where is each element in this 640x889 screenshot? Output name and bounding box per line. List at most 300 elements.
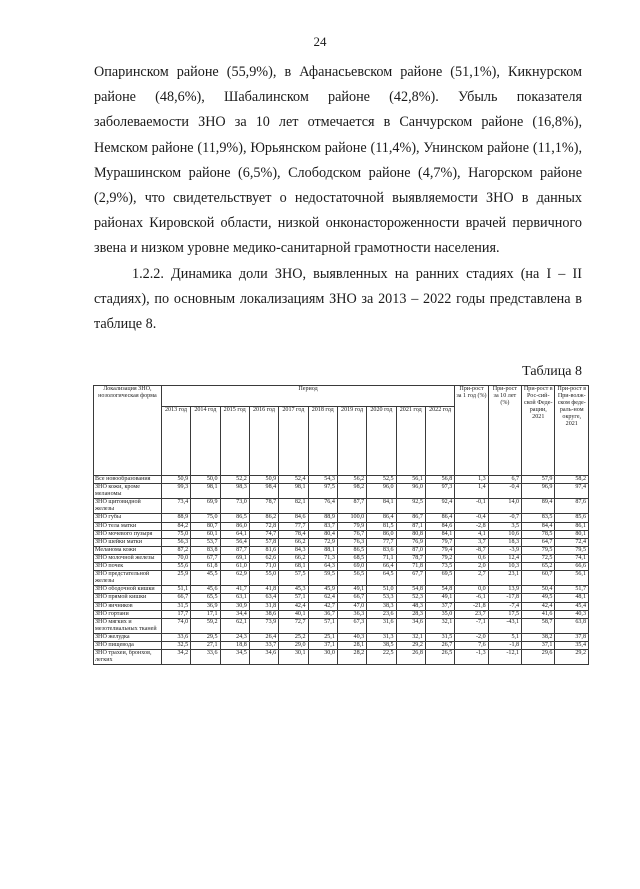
cell-value: 86,5 [220, 514, 249, 522]
row-localization: ЗНО предстательной железы [94, 571, 162, 586]
cell-value: 64,5 [367, 571, 396, 586]
cell-increase-10y: 17,5 [488, 610, 521, 618]
cell-value: 71,3 [308, 554, 337, 562]
cell-increase-1y: 0,6 [455, 554, 488, 562]
cell-value: 17,1 [191, 610, 220, 618]
cell-value: 79,7 [425, 538, 454, 546]
header-russia-2021: При-рост в Рос-сий-ской Феде-рации, 2021 [522, 386, 555, 476]
table-row [94, 514, 589, 522]
cell-value: 49,1 [337, 586, 366, 594]
cell-value: 75,0 [191, 514, 220, 522]
cell-value: 50,9 [249, 476, 278, 484]
cell-value: 40,1 [279, 610, 308, 618]
table-row [94, 633, 589, 641]
cell-value: 31,6 [367, 618, 396, 633]
cell-pfo-2021: 79,5 [555, 546, 589, 554]
cell-value: 74,0 [161, 618, 190, 633]
header-year: 2013 год [161, 407, 190, 476]
cell-value: 73,9 [249, 618, 278, 633]
cell-value: 84,1 [425, 530, 454, 538]
cell-value: 36,9 [191, 602, 220, 610]
cell-value: 68,5 [337, 554, 366, 562]
cell-value: 55,0 [249, 571, 278, 586]
cell-value: 63,1 [220, 594, 249, 602]
cell-value: 29,2 [396, 641, 425, 649]
cell-value: 30,0 [308, 650, 337, 665]
cell-value: 73,5 [425, 563, 454, 571]
cell-value: 52,2 [220, 476, 249, 484]
cell-value: 54,3 [308, 476, 337, 484]
cell-value: 48,3 [396, 602, 425, 610]
header-year: 2022 год [425, 407, 454, 476]
cell-value: 56,2 [337, 476, 366, 484]
cell-value: 81,6 [249, 546, 278, 554]
cell-value: 63,4 [249, 594, 278, 602]
cell-increase-1y: -0,1 [455, 499, 488, 514]
cell-russia-2021: 49,5 [522, 594, 555, 602]
cell-value: 18,8 [220, 641, 249, 649]
table-row [94, 484, 589, 499]
cell-value: 53,7 [191, 538, 220, 546]
row-localization: ЗНО ободочной кишки [94, 586, 162, 594]
cell-value: 97,3 [425, 484, 454, 499]
cell-value: 45,6 [191, 586, 220, 594]
cell-value: 57,1 [308, 618, 337, 633]
cell-value: 33,6 [191, 650, 220, 665]
cell-increase-10y: -17,8 [488, 594, 521, 602]
cell-value: 69,9 [191, 499, 220, 514]
cell-value: 67,3 [337, 618, 366, 633]
cell-russia-2021: 65,2 [522, 563, 555, 571]
cell-increase-1y: 2,7 [455, 571, 488, 586]
cell-increase-10y: -7,4 [488, 602, 521, 610]
cell-value: 69,5 [425, 571, 454, 586]
row-localization: ЗНО пищевода [94, 641, 162, 649]
cell-russia-2021: 41,6 [522, 610, 555, 618]
cell-value: 41,8 [249, 586, 278, 594]
cell-russia-2021: 89,4 [522, 499, 555, 514]
cell-value: 81,5 [367, 522, 396, 530]
cell-value: 98,3 [220, 484, 249, 499]
cell-value: 84,1 [367, 499, 396, 514]
header-year: 2014 год [191, 407, 220, 476]
row-localization: Все новообразования [94, 476, 162, 484]
cell-value: 71,1 [367, 554, 396, 562]
cell-value: 77,7 [279, 522, 308, 530]
cell-increase-10y: 5,1 [488, 633, 521, 641]
cell-value: 77,7 [367, 538, 396, 546]
cell-value: 22,5 [367, 650, 396, 665]
cell-pfo-2021: 74,1 [555, 554, 589, 562]
table-row [94, 650, 589, 665]
cell-increase-10y: -12,1 [488, 650, 521, 665]
cell-value: 34,6 [396, 618, 425, 633]
cell-value: 76,4 [308, 499, 337, 514]
cell-value: 56,8 [425, 476, 454, 484]
cell-value: 34,4 [220, 610, 249, 618]
cell-value: 42,7 [308, 602, 337, 610]
cell-value: 73,0 [220, 499, 249, 514]
cell-value: 57,5 [279, 571, 308, 586]
cell-increase-1y: -0,4 [455, 514, 488, 522]
cell-value: 66,4 [367, 563, 396, 571]
cell-value: 79,2 [425, 554, 454, 562]
cell-value: 86,2 [249, 514, 278, 522]
cell-increase-10y: 10,3 [488, 563, 521, 571]
cell-value: 66,7 [161, 594, 190, 602]
cell-increase-10y: 6,7 [488, 476, 521, 484]
cell-increase-10y: -43,1 [488, 618, 521, 633]
cell-value: 50,9 [161, 476, 190, 484]
cell-value: 65,5 [191, 594, 220, 602]
cell-pfo-2021: 37,8 [555, 633, 589, 641]
table-row [94, 546, 589, 554]
cell-value: 62,4 [308, 594, 337, 602]
cell-value: 25,1 [308, 633, 337, 641]
cell-value: 96,0 [367, 484, 396, 499]
cell-value: 32,1 [396, 633, 425, 641]
cell-value: 29,0 [279, 641, 308, 649]
cell-value: 76,3 [337, 538, 366, 546]
cell-increase-1y: -21,8 [455, 602, 488, 610]
table-row [94, 618, 589, 633]
cell-increase-10y: 13,9 [488, 586, 521, 594]
cell-value: 72,7 [279, 618, 308, 633]
cell-value: 61,8 [191, 563, 220, 571]
cell-increase-1y: 2,0 [455, 563, 488, 571]
header-pfo-2021: При-рост в При-волж-ском феде-раль-ном округе, 2021 [555, 386, 589, 476]
cell-value: 52,5 [367, 476, 396, 484]
cell-value: 84,6 [425, 522, 454, 530]
cell-value: 86,0 [367, 530, 396, 538]
cell-russia-2021: 84,4 [522, 522, 555, 530]
cell-value: 86,0 [220, 522, 249, 530]
header-increase-10y: При-рост за 10 лет (%) [488, 386, 521, 476]
cell-value: 73,4 [161, 499, 190, 514]
cell-value: 96,0 [396, 484, 425, 499]
cell-value: 33,7 [249, 641, 278, 649]
cell-value: 54,8 [396, 586, 425, 594]
table-row [94, 610, 589, 618]
row-localization: ЗНО мягких и мезотелиальных тканей [94, 618, 162, 633]
cell-value: 98,1 [279, 484, 308, 499]
cell-increase-1y: -8,7 [455, 546, 488, 554]
cell-value: 25,2 [279, 633, 308, 641]
cell-russia-2021: 50,4 [522, 586, 555, 594]
cell-value: 87,2 [161, 546, 190, 554]
cell-value: 80,8 [396, 530, 425, 538]
cell-value: 45,5 [191, 571, 220, 586]
cell-value: 79,4 [425, 546, 454, 554]
cell-value: 62,6 [249, 554, 278, 562]
cell-value: 68,1 [279, 563, 308, 571]
cell-increase-1y: -2,0 [455, 633, 488, 641]
table-row [94, 571, 589, 586]
cell-value: 45,3 [279, 586, 308, 594]
cell-value: 31,3 [367, 633, 396, 641]
cell-value: 70,0 [161, 554, 190, 562]
cell-value: 26,5 [425, 650, 454, 665]
cell-value: 56,4 [220, 538, 249, 546]
cell-russia-2021: 72,5 [522, 554, 555, 562]
table-row [94, 538, 589, 546]
cell-value: 28,3 [396, 610, 425, 618]
cell-russia-2021: 78,5 [522, 530, 555, 538]
cell-value: 37,7 [425, 602, 454, 610]
cell-value: 62,9 [220, 571, 249, 586]
cell-value: 29,5 [191, 633, 220, 641]
table-row [94, 594, 589, 602]
cell-value: 86,5 [337, 546, 366, 554]
cell-russia-2021: 42,4 [522, 602, 555, 610]
body-text [94, 60, 582, 337]
cell-value: 62,1 [220, 618, 249, 633]
cell-value: 60,1 [191, 530, 220, 538]
row-localization: ЗНО мочевого пузыря [94, 530, 162, 538]
cell-value: 78,4 [279, 530, 308, 538]
cell-russia-2021: 83,5 [522, 514, 555, 522]
cell-value: 80,4 [308, 530, 337, 538]
cell-value: 84,6 [279, 514, 308, 522]
row-localization: Меланома кожи [94, 546, 162, 554]
header-year: 2016 год [249, 407, 278, 476]
cell-value: 50,0 [191, 476, 220, 484]
table-row [94, 602, 589, 610]
cell-value: 59,5 [308, 571, 337, 586]
cell-value: 78,7 [249, 499, 278, 514]
cell-value: 83,6 [367, 546, 396, 554]
cell-value: 42,4 [279, 602, 308, 610]
cell-russia-2021: 60,7 [522, 571, 555, 586]
cell-value: 82,1 [279, 499, 308, 514]
cell-value: 28,2 [337, 650, 366, 665]
row-localization: ЗНО яичников [94, 602, 162, 610]
table-caption: Таблица 8 [522, 364, 582, 379]
cell-pfo-2021: 85,6 [555, 514, 589, 522]
cell-pfo-2021: 87,6 [555, 499, 589, 514]
cell-value: 99,3 [161, 484, 190, 499]
cell-value: 45,9 [308, 586, 337, 594]
cell-value: 57,8 [249, 538, 278, 546]
cell-value: 78,7 [396, 554, 425, 562]
cell-value: 47,0 [337, 602, 366, 610]
cell-increase-1y: 23,7 [455, 610, 488, 618]
cell-value: 28,1 [337, 641, 366, 649]
header-year: 2020 год [367, 407, 396, 476]
cell-value: 88,9 [161, 514, 190, 522]
row-localization: ЗНО губы [94, 514, 162, 522]
cell-value: 67,7 [396, 571, 425, 586]
header-year: 2015 год [220, 407, 249, 476]
cell-pfo-2021: 80,1 [555, 530, 589, 538]
cell-value: 98,1 [191, 484, 220, 499]
row-localization: ЗНО тела матки [94, 522, 162, 530]
row-localization: ЗНО гортани [94, 610, 162, 618]
cell-increase-10y: 14,0 [488, 499, 521, 514]
cell-value: 55,6 [161, 563, 190, 571]
cell-value: 31,5 [425, 633, 454, 641]
cell-value: 53,3 [367, 594, 396, 602]
cell-value: 52,3 [396, 594, 425, 602]
cell-value: 72,8 [249, 522, 278, 530]
cell-value: 26,4 [249, 633, 278, 641]
cell-increase-1y: -2,8 [455, 522, 488, 530]
row-localization: ЗНО шейки матки [94, 538, 162, 546]
cell-value: 71,8 [396, 563, 425, 571]
cell-increase-10y: 23,1 [488, 571, 521, 586]
row-localization: ЗНО молочной железы [94, 554, 162, 562]
cell-increase-10y: 3,5 [488, 522, 521, 530]
cell-value: 38,6 [249, 610, 278, 618]
table-row [94, 554, 589, 562]
paragraph-2: 1.2.2. Динамика доли ЗНО, выявленных на ранних стадиях (на I – II стадиях), по основным локализациям ЗНО за 2013 – 2022 годы представлена в таблице 8. [94, 265, 582, 333]
cell-value: 51,1 [161, 586, 190, 594]
table-row [94, 522, 589, 530]
cell-value: 52,4 [279, 476, 308, 484]
cell-increase-10y: -0,7 [488, 514, 521, 522]
table-row [94, 586, 589, 594]
cell-value: 34,5 [220, 650, 249, 665]
cell-increase-10y: 10,6 [488, 530, 521, 538]
cell-value: 76,9 [396, 538, 425, 546]
header-localization: Локализация ЗНО, нозологическая форма [94, 386, 162, 476]
cell-value: 59,2 [191, 618, 220, 633]
cell-value: 32,1 [425, 618, 454, 633]
cell-increase-1y: 1,4 [455, 484, 488, 499]
cell-value: 57,1 [279, 594, 308, 602]
cell-value: 37,1 [308, 641, 337, 649]
cell-value: 92,5 [396, 499, 425, 514]
cell-pfo-2021: 29,2 [555, 650, 589, 665]
cell-value: 23,6 [367, 610, 396, 618]
cell-pfo-2021: 48,1 [555, 594, 589, 602]
cell-value: 86,4 [425, 514, 454, 522]
cell-increase-1y: 1,3 [455, 476, 488, 484]
cell-value: 64,1 [220, 530, 249, 538]
cell-value: 38,3 [367, 602, 396, 610]
cell-value: 88,1 [308, 546, 337, 554]
cell-russia-2021: 37,1 [522, 641, 555, 649]
cell-value: 67,7 [191, 554, 220, 562]
row-localization: ЗНО прямой кишки [94, 594, 162, 602]
cell-value: 30,1 [279, 650, 308, 665]
cell-pfo-2021: 45,4 [555, 602, 589, 610]
cell-pfo-2021: 66,6 [555, 563, 589, 571]
cell-value: 61,0 [220, 563, 249, 571]
cell-value: 35,0 [425, 610, 454, 618]
cell-value: 92,4 [425, 499, 454, 514]
cell-increase-10y: -1,8 [488, 641, 521, 649]
row-localization: ЗНО трахеи, бронхов, легких [94, 650, 162, 665]
cell-value: 69,1 [220, 554, 249, 562]
header-year: 2019 год [337, 407, 366, 476]
cell-value: 87,1 [396, 522, 425, 530]
cell-pfo-2021: 72,4 [555, 538, 589, 546]
cell-value: 56,3 [161, 538, 190, 546]
cell-value: 100,0 [337, 514, 366, 522]
cell-value: 86,7 [396, 514, 425, 522]
row-localization: ЗНО почек [94, 563, 162, 571]
cell-russia-2021: 79,5 [522, 546, 555, 554]
cell-value: 98,2 [337, 484, 366, 499]
cell-pfo-2021: 63,8 [555, 618, 589, 633]
header-year: 2021 год [396, 407, 425, 476]
header-increase-1y: При-рост за 1 год (%) [455, 386, 488, 476]
cell-russia-2021: 58,7 [522, 618, 555, 633]
paragraph-1: Опаринском районе (55,9%), в Афанасьевском районе (51,1%), Кикнурском районе (48,6%), Шабалинском районе (42,8%). Убыль показателя заболеваемости ЗНО за 10 лет отмечается в Санчурском районе (16,8%), Немском районе (11,9%), Юрьянском районе (11,4%), Унинском районе (11,1%), Мурашинском районе (6,5%), Слободском районе (4,7%), Нагорском районе (2,9%), что свидетельствует о недостаточной выявляемости ЗНО в данных районах Кировской области, низкой онконастороженности врачей первичного звена и низком уровне медико-санитарной грамотности населения. [94, 64, 582, 257]
cell-russia-2021: 64,7 [522, 538, 555, 546]
cell-increase-1y: 3,7 [455, 538, 488, 546]
cell-value: 84,3 [279, 546, 308, 554]
cell-value: 76,7 [337, 530, 366, 538]
cell-value: 71,0 [249, 563, 278, 571]
cell-value: 34,2 [161, 650, 190, 665]
cell-pfo-2021: 51,7 [555, 586, 589, 594]
cell-value: 33,6 [161, 633, 190, 641]
cell-value: 34,6 [249, 650, 278, 665]
cell-pfo-2021: 40,3 [555, 610, 589, 618]
cell-value: 51,0 [367, 586, 396, 594]
cell-value: 40,3 [337, 633, 366, 641]
cell-russia-2021: 96,9 [522, 484, 555, 499]
cell-increase-1y: -1,3 [455, 650, 488, 665]
cell-pfo-2021: 97,4 [555, 484, 589, 499]
cell-value: 64,3 [308, 563, 337, 571]
cell-value: 98,4 [249, 484, 278, 499]
cell-value: 30,9 [220, 602, 249, 610]
cell-value: 31,8 [249, 602, 278, 610]
cell-value: 84,2 [161, 522, 190, 530]
cell-value: 75,0 [161, 530, 190, 538]
header-period: Период [161, 386, 454, 407]
header-year: 2018 год [308, 407, 337, 476]
cell-value: 24,3 [220, 633, 249, 641]
header-year: 2017 год [279, 407, 308, 476]
cell-value: 36,7 [308, 610, 337, 618]
cell-value: 31,5 [161, 602, 190, 610]
table-row [94, 530, 589, 538]
cell-value: 79,9 [337, 522, 366, 530]
cell-value: 83,7 [308, 522, 337, 530]
cell-value: 56,5 [337, 571, 366, 586]
cell-value: 54,8 [425, 586, 454, 594]
cell-value: 38,5 [367, 641, 396, 649]
cell-increase-10y: 12,4 [488, 554, 521, 562]
cell-value: 25,9 [161, 571, 190, 586]
cell-value: 86,4 [367, 514, 396, 522]
cell-value: 87,7 [337, 499, 366, 514]
cell-russia-2021: 29,6 [522, 650, 555, 665]
cell-increase-1y: 4,1 [455, 530, 488, 538]
cell-pfo-2021: 58,2 [555, 476, 589, 484]
cell-value: 32,5 [161, 641, 190, 649]
page-number: 24 [313, 34, 327, 49]
row-localization: ЗНО щитовидной железы [94, 499, 162, 514]
cell-value: 69,0 [337, 563, 366, 571]
cell-increase-10y: 18,3 [488, 538, 521, 546]
data-table [93, 385, 589, 665]
cell-value: 74,7 [249, 530, 278, 538]
cell-increase-1y: 7,6 [455, 641, 488, 649]
cell-increase-10y: -0,4 [488, 484, 521, 499]
cell-value: 97,5 [308, 484, 337, 499]
cell-value: 83,8 [191, 546, 220, 554]
cell-value: 87,7 [220, 546, 249, 554]
cell-increase-1y: 0,0 [455, 586, 488, 594]
cell-value: 36,3 [337, 610, 366, 618]
cell-russia-2021: 38,2 [522, 633, 555, 641]
cell-value: 87,0 [396, 546, 425, 554]
